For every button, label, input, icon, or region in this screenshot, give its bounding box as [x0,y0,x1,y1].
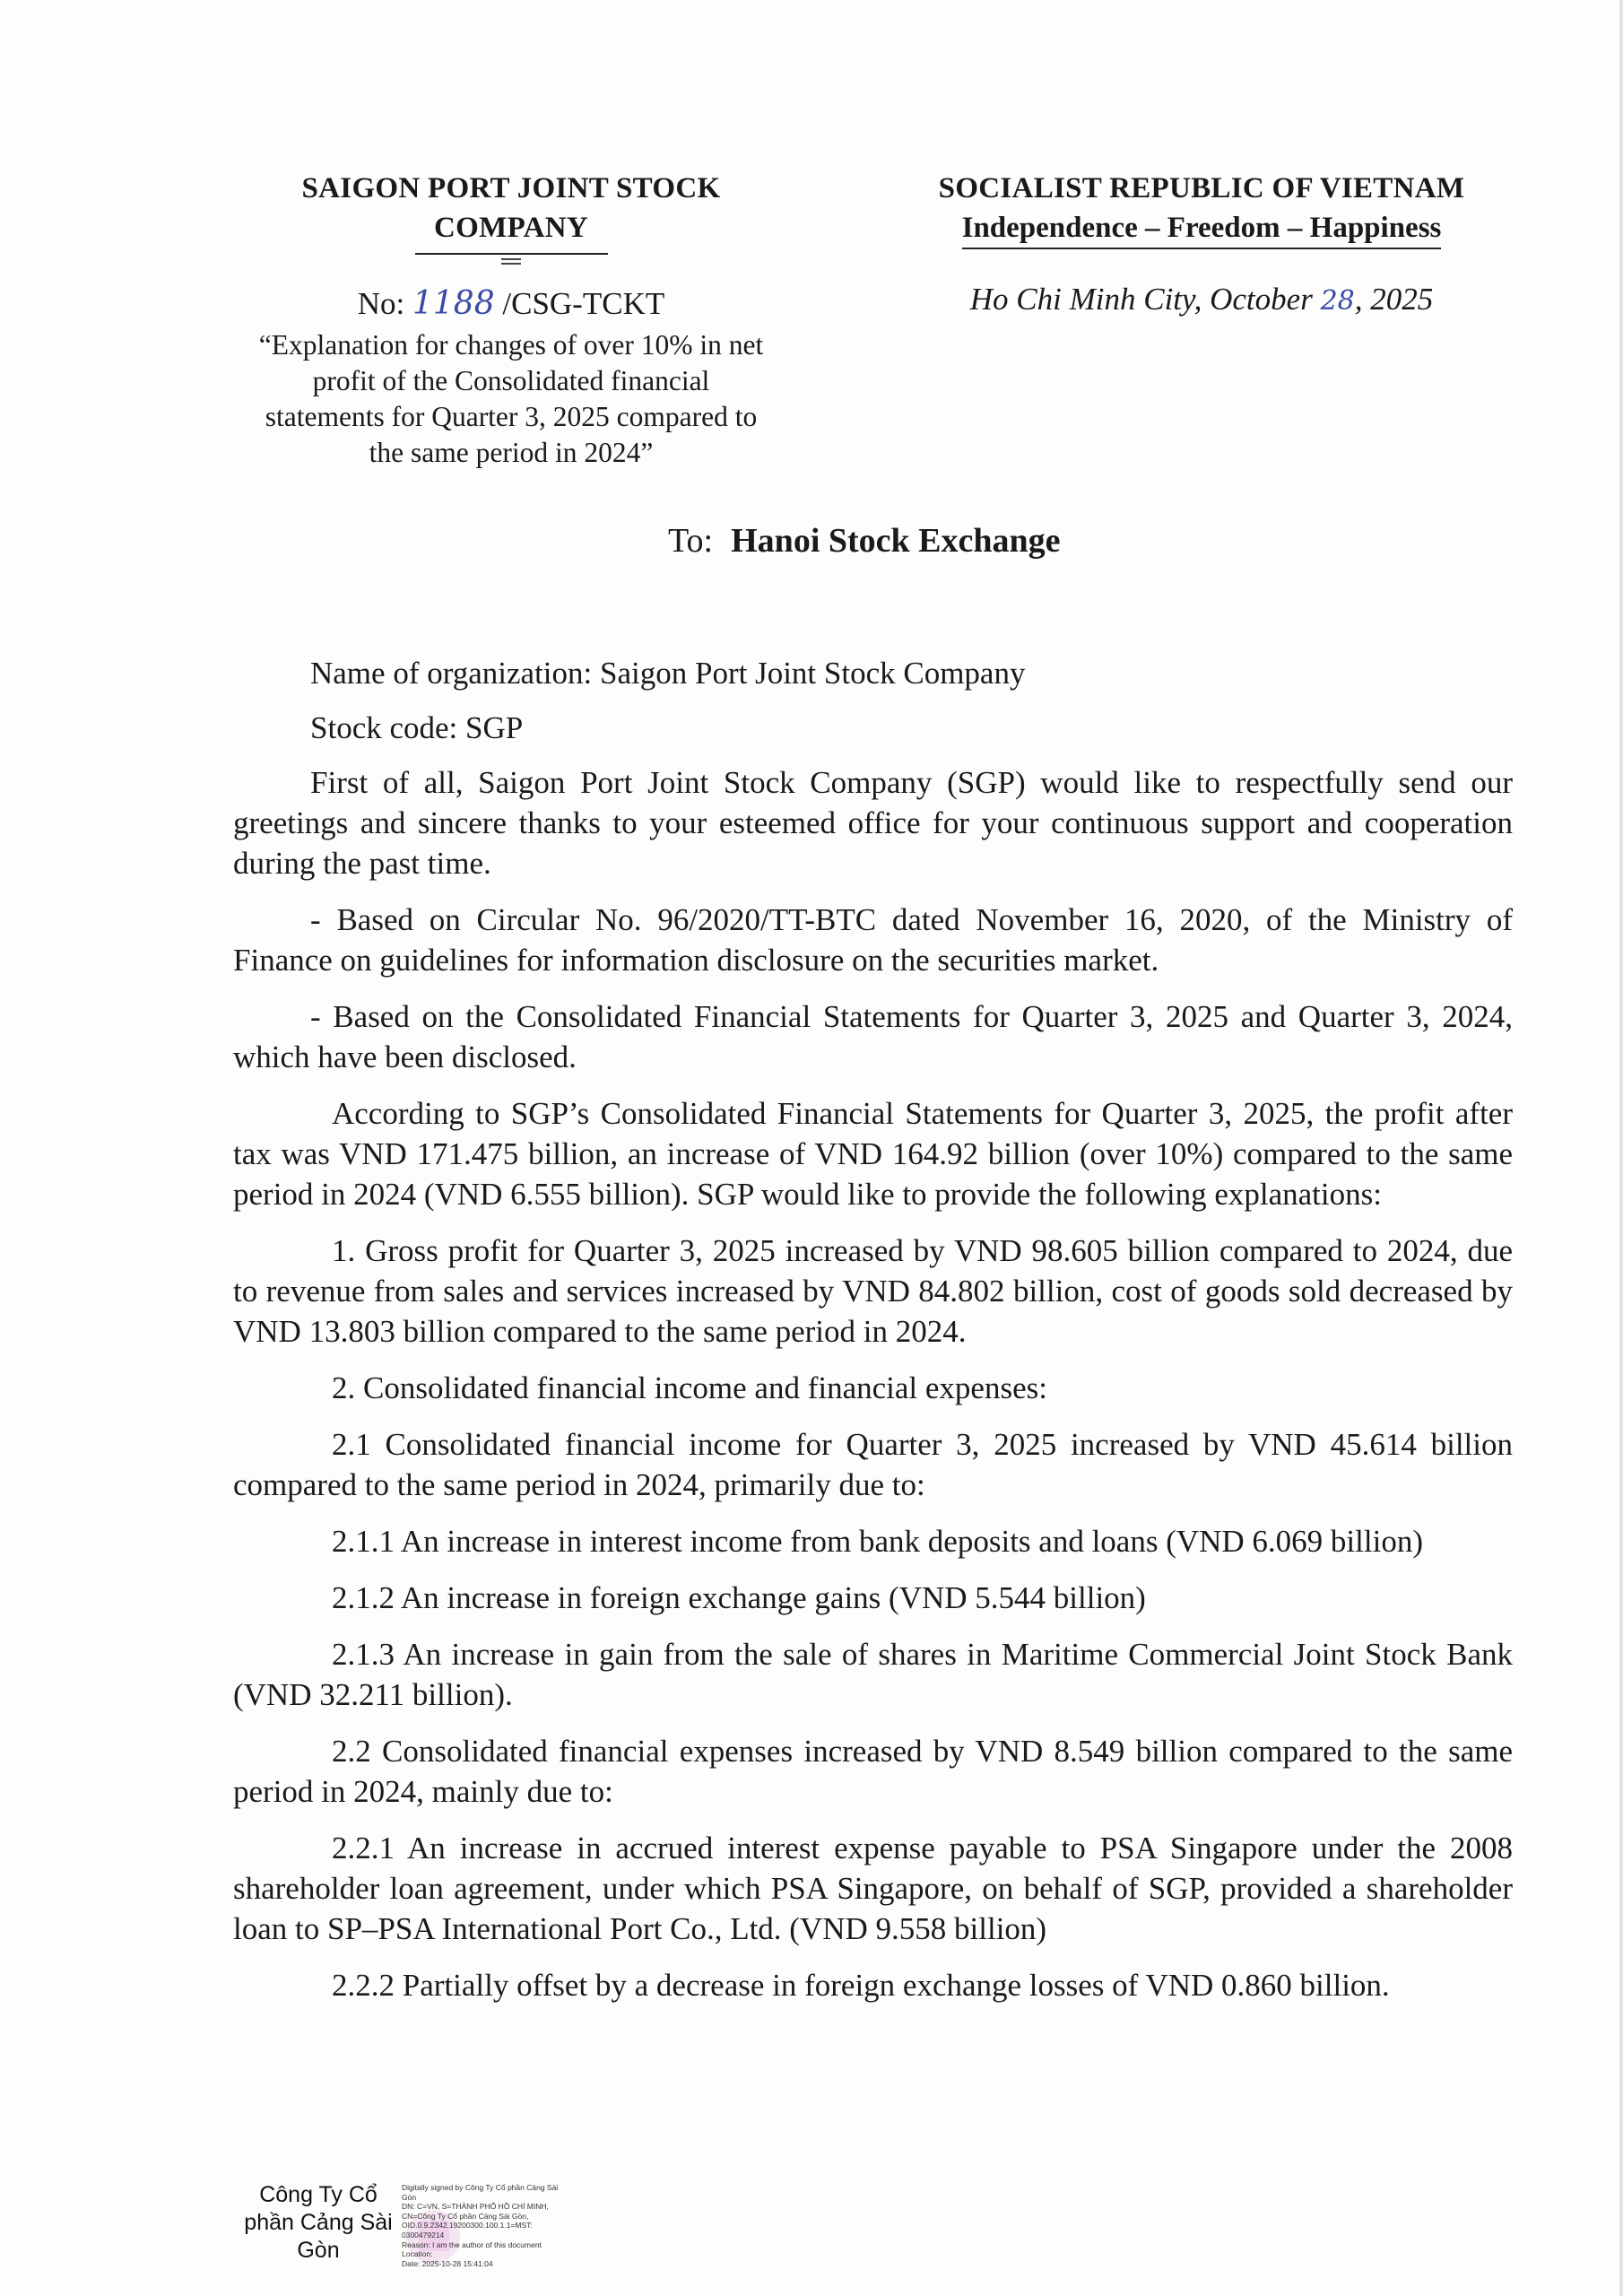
subject-line: the same period in 2024” [369,437,654,468]
addressee-recipient: Hanoi Stock Exchange [731,522,1061,560]
letter-body [233,653,1513,2022]
signature-detail-line: OID.0.9.2342.19200300.100.1.1=MST: [402,2221,533,2231]
legal-basis-statements: - Based on the Consolidated Financial Statements for Quarter 3, 2025 and Quarter 3, 2024, which have been disclosed. [233,999,1513,1074]
signature-detail-line: Gòn [402,2192,417,2202]
signature-detail-line: Date: 2025-10-28 15:41:04 [402,2258,493,2268]
organization-name: Name of organization: Saigon Port Joint Stock Company [310,656,1026,691]
company-name-line1: SAIGON PORT JOINT STOCK [301,172,721,204]
addressee-label: To: [668,522,714,560]
header-double-rule-mark [501,258,521,260]
explanation-item-2-1-1: 2.1.1 An increase in interest income from bank deposits and loans (VND 6.069 billion) [332,1524,1423,1559]
subject-line: profit of the Consolidated financial [312,365,710,396]
signature-detail-line: Reason: I am the author of this document [402,2239,542,2249]
signature-detail-line: Location: [402,2249,433,2259]
document-number-suffix: /CSG-TCKT [494,286,665,321]
signature-details [402,2183,590,2268]
header-underline [415,253,608,255]
national-motto: Independence – Freedom – Happiness [962,208,1442,249]
signature-detail-line: 0300479214 [402,2230,445,2239]
intro-paragraph: According to SGP’s Consolidated Financial Statements for Quarter 3, 2025, the profit after tax was VND 171.475 billion, an increase of VND 164.92 billion (over 10%) compared to the same period in 2024 (VND 6.555 billion). SGP would like to provide the following explanations: [233,1096,1513,1212]
place-and-date [861,280,1542,321]
handwritten-document-number: 1188 [412,285,495,322]
place-date-suffix: , 2025 [1354,282,1434,317]
greeting-paragraph: First of all, Saigon Port Joint Stock Company (SGP) would like to respectfully send our greetings and sincere thanks to your esteemed office for your continuous support and cooperation during the past time. [233,765,1513,881]
subject-line: statements for Quarter 3, 2025 compared to [265,401,758,432]
issuer-header [206,169,816,471]
addressee-line [668,518,1061,563]
subject-line: “Explanation for changes of over 10% in net [258,329,764,361]
signature-detail-line: Digitally signed by Công Ty Cổ phần Cảng Sài [402,2183,559,2192]
signer-name-line: Gòn [297,2238,340,2263]
legal-basis-circular: - Based on Circular No. 96/2020/TT-BTC dated November 16, 2020, of the Ministry of Finance on guidelines for information disclosure on the securities market. [233,902,1513,978]
handwritten-day: 28 [1320,285,1355,317]
explanation-item-2-1-3: 2.1.3 An increase in gain from the sale of shares in Maritime Commercial Joint Stock Bank (VND 32.211 billion). [233,1637,1513,1712]
signature-detail-line: CN=Công Ty Cổ phần Cảng Sài Gòn, [402,2211,529,2221]
place-date-prefix: Ho Chi Minh City, October [969,282,1321,317]
header-double-rule-mark-lower [501,263,521,265]
scan-edge [1619,0,1623,2296]
country-name: SOCIALIST REPUBLIC OF VIETNAM [938,172,1465,204]
signature-detail-line: DN: C=VN, S=THÀNH PHỐ HỒ CHÍ MINH, [402,2202,549,2212]
document-number [206,284,816,324]
explanation-item-2-2-1: 2.2.1 An increase in accrued interest expense payable to PSA Singapore under the 2008 shareholder loan agreement, under which PSA Singapore, on behalf of SGP, provided a shareholder loan to SP–PSA International Port Co., Ltd. (VND 9.558 billion) [233,1831,1513,1946]
explanation-item-2-2: 2.2 Consolidated financial expenses increased by VND 8.549 billion compared to the same period in 2024, mainly due to: [233,1734,1513,1809]
signer-name-line: Công Ty Cổ [259,2182,378,2207]
signer-name [238,2181,399,2265]
signer-name-line: phần Cảng Sài [244,2210,393,2235]
digital-signature-block [238,2181,578,2280]
national-header [861,169,1542,321]
company-name-line2: COMPANY [434,212,588,244]
explanation-item-1: 1. Gross profit for Quarter 3, 2025 increased by VND 98.605 billion compared to 2024, due to revenue from sales and services increased by VND 84.802 billion, cost of goods sold decreased by VND 13.803 billion compared to the same period in 2024. [233,1233,1513,1349]
explanation-item-2-1-2: 2.1.2 An increase in foreign exchange gains (VND 5.544 billion) [332,1580,1146,1615]
document-subject [206,327,816,471]
explanation-item-2: 2. Consolidated financial income and financial expenses: [332,1370,1047,1405]
stock-code: Stock code: SGP [310,710,524,745]
document-number-prefix: No: [357,286,412,321]
explanation-item-2-2-2: 2.2.2 Partially offset by a decrease in foreign exchange losses of VND 0.860 billion. [332,1968,1390,2003]
explanation-item-2-1: 2.1 Consolidated financial income for Quarter 3, 2025 increased by VND 45.614 billion compared to the same period in 2024, primarily due to: [233,1427,1513,1502]
